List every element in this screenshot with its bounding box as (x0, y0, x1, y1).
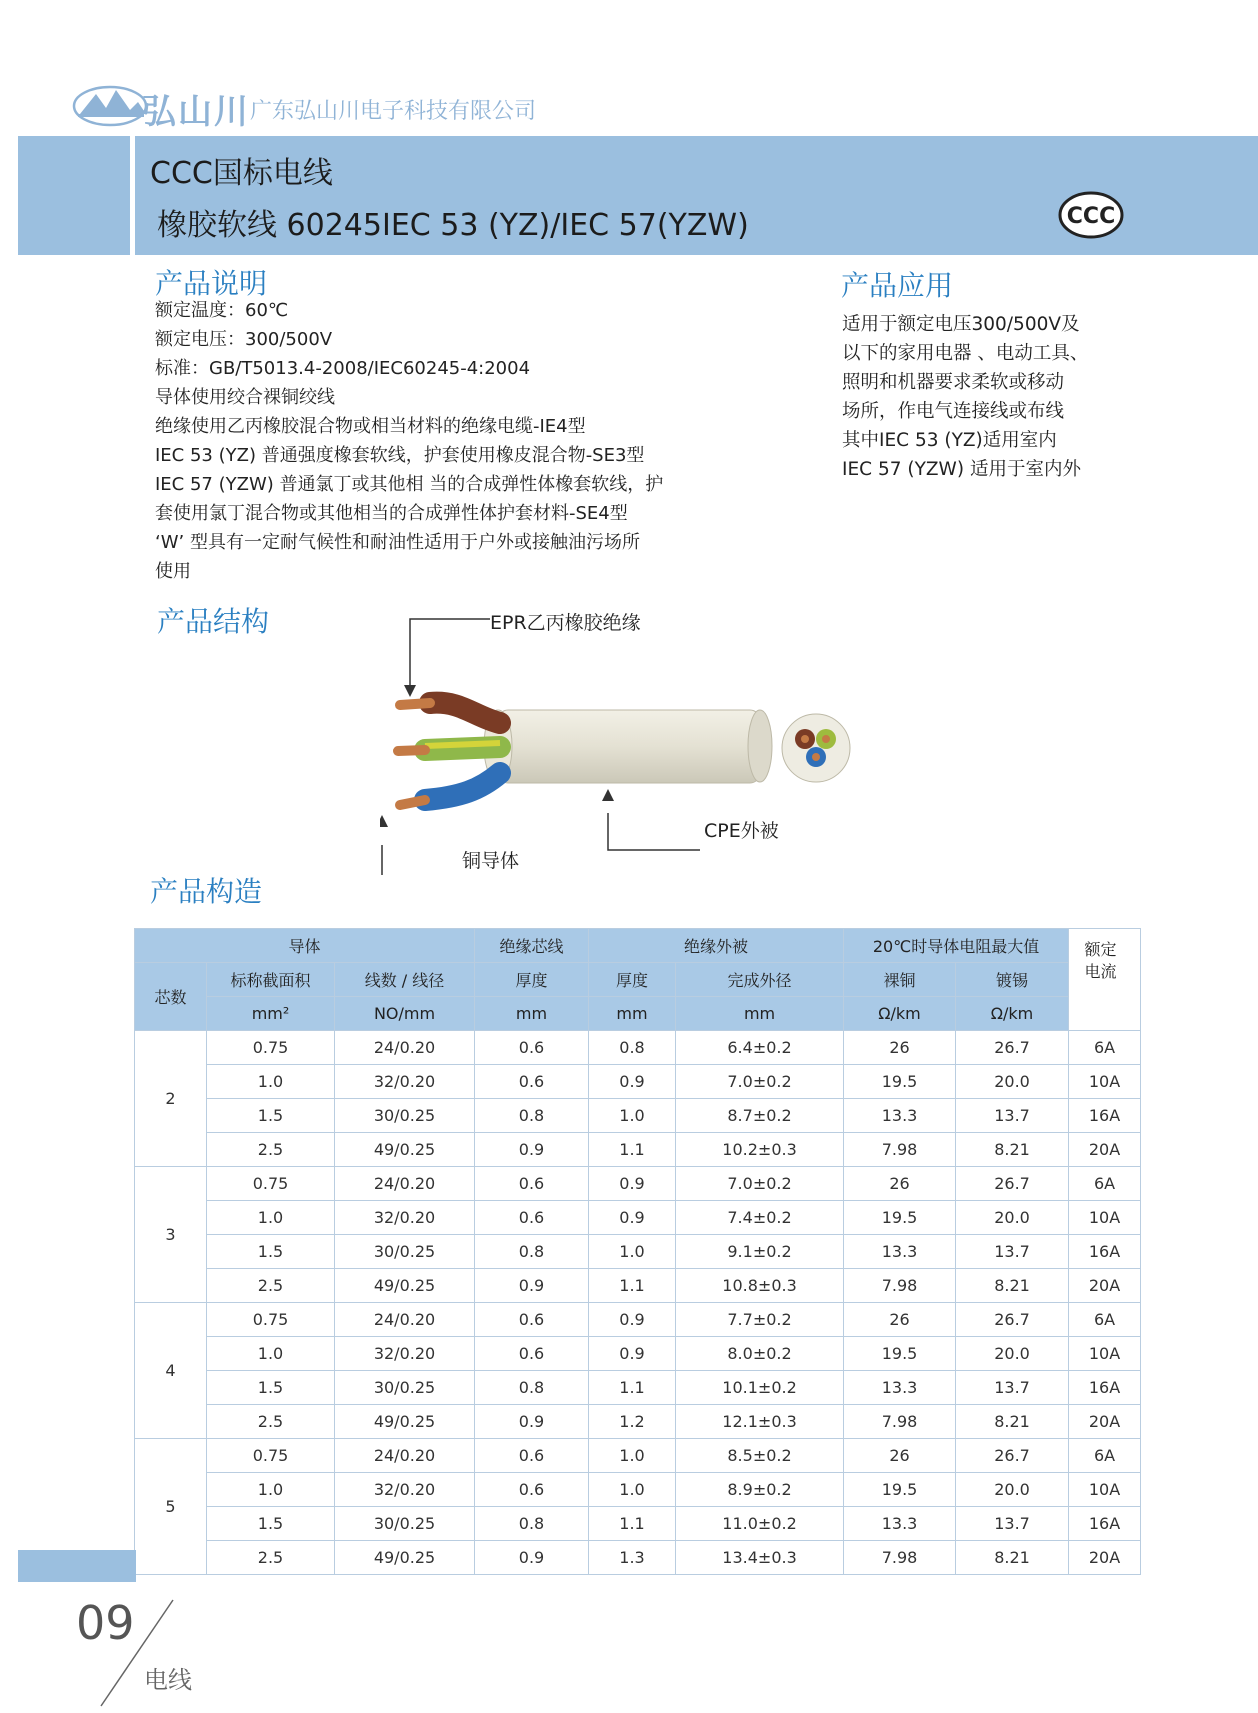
cell-cores: 5 (135, 1439, 207, 1575)
footer-band (18, 1550, 136, 1582)
cell-bare-copper: 19.5 (844, 1337, 956, 1371)
cell-cores: 3 (135, 1167, 207, 1303)
description-line: 额定电压：300/500V (155, 329, 333, 350)
cell-outer-diameter: 12.1±0.3 (676, 1405, 844, 1439)
cell-area: 1.0 (207, 1065, 335, 1099)
header-strands: 线数 / 线径 (335, 963, 475, 997)
description-line: ‘W’ 型具有一定耐气候性和耐油性适用于户外或接触油污场所 (155, 532, 640, 553)
cell-ins-thickness: 0.9 (475, 1405, 589, 1439)
cell-ins-thickness: 0.9 (475, 1133, 589, 1167)
cell-bare-copper: 26 (844, 1303, 956, 1337)
cell-tinned: 13.7 (956, 1099, 1069, 1133)
description-line: 额定温度：60℃ (155, 300, 289, 321)
cell-strands: 49/0.25 (335, 1133, 475, 1167)
epr-leader-line (410, 619, 490, 691)
cell-outer-diameter: 10.1±0.2 (676, 1371, 844, 1405)
header-rated-current-text: 额定电流 (1084, 940, 1117, 981)
application-text (842, 310, 1088, 484)
cell-rated-current: 6A (1069, 1439, 1141, 1473)
cell-area: 1.5 (207, 1371, 335, 1405)
cell-outer-diameter: 11.0±0.2 (676, 1507, 844, 1541)
cell-ins-thickness: 0.8 (475, 1235, 589, 1269)
cell-ins-thickness: 0.6 (475, 1201, 589, 1235)
table-row (135, 1269, 1141, 1303)
section-title-construction: 产品构造 (150, 875, 263, 908)
cell-area: 2.5 (207, 1541, 335, 1575)
cell-strands: 24/0.20 (335, 1303, 475, 1337)
cell-area: 1.5 (207, 1099, 335, 1133)
cell-rated-current: 10A (1069, 1201, 1141, 1235)
cell-rated-current: 10A (1069, 1473, 1141, 1507)
header-bare-copper: 裸铜 (844, 963, 956, 997)
company-name: 广东弘山川电子科技有限公司 (250, 99, 537, 124)
cell-ins-thickness: 0.6 (475, 1065, 589, 1099)
cell-rated-current: 20A (1069, 1405, 1141, 1439)
cell-cores: 4 (135, 1303, 207, 1439)
table-row (135, 1031, 1141, 1065)
blue-wire (425, 773, 500, 800)
cell-ins-thickness: 0.6 (475, 1439, 589, 1473)
cell-area: 0.75 (207, 1031, 335, 1065)
cell-area: 1.0 (207, 1337, 335, 1371)
unit-bare-copper: Ω/km (844, 997, 956, 1031)
application-line: 其中IEC 53 (YZ)适用室内 (842, 430, 1057, 451)
cell-area: 2.5 (207, 1269, 335, 1303)
page-number: 09 (76, 1596, 135, 1650)
product-category-title: CCC国标电线 (150, 156, 333, 191)
cell-strands: 24/0.20 (335, 1031, 475, 1065)
section-title-application: 产品应用 (841, 269, 954, 302)
cell-outer-diameter: 8.5±0.2 (676, 1439, 844, 1473)
cell-tinned: 26.7 (956, 1167, 1069, 1201)
cell-ins-thickness: 0.9 (475, 1269, 589, 1303)
application-line: 以下的家用电器 、电动工具、 (842, 343, 1089, 364)
cell-strands: 30/0.25 (335, 1099, 475, 1133)
spec-table-body (135, 1031, 1141, 1575)
cell-bare-copper: 7.98 (844, 1541, 956, 1575)
table-row (135, 1473, 1141, 1507)
header-cores: 芯数 (135, 963, 207, 1031)
table-row (135, 1405, 1141, 1439)
conductor-leader-line (382, 845, 460, 875)
section-title-description: 产品说明 (155, 267, 268, 300)
cell-tinned: 8.21 (956, 1541, 1069, 1575)
cell-sheath-thickness: 1.1 (589, 1507, 676, 1541)
sheath-end (748, 710, 772, 782)
application-line: 照明和机器要求柔软或移动 (842, 372, 1065, 393)
header-rated-current (1069, 929, 1141, 1031)
description-line: 导体使用绞合裸铜绞线 (155, 387, 335, 408)
cell-tinned: 26.7 (956, 1303, 1069, 1337)
cell-tinned: 20.0 (956, 1337, 1069, 1371)
cell-rated-current: 20A (1069, 1541, 1141, 1575)
ccc-certification-icon (1058, 190, 1124, 240)
cpe-sheath-body (498, 710, 760, 783)
cell-tinned: 8.21 (956, 1133, 1069, 1167)
yellow-green-wire-copper (398, 750, 425, 751)
header-sheath: 绝缘外被 (589, 929, 844, 963)
table-row (135, 1133, 1141, 1167)
cell-area: 0.75 (207, 1303, 335, 1337)
description-line: IEC 57 (YZW) 普通氯丁或其他相 当的合成弹性体橡套软线，护 (155, 474, 664, 495)
cell-rated-current: 16A (1069, 1371, 1141, 1405)
table-row (135, 1371, 1141, 1405)
cell-tinned: 20.0 (956, 1473, 1069, 1507)
cell-sheath-thickness: 0.8 (589, 1031, 676, 1065)
cell-tinned: 8.21 (956, 1405, 1069, 1439)
cable-structure-diagram (380, 605, 880, 875)
cell-outer-diameter: 7.0±0.2 (676, 1167, 844, 1201)
cell-tinned: 13.7 (956, 1235, 1069, 1269)
cell-tinned: 26.7 (956, 1031, 1069, 1065)
cell-sheath-thickness: 1.2 (589, 1405, 676, 1439)
unit-ins-thickness: mm (475, 997, 589, 1031)
cell-outer-diameter: 10.8±0.3 (676, 1269, 844, 1303)
title-divider (130, 136, 135, 255)
cell-outer-diameter: 10.2±0.3 (676, 1133, 844, 1167)
header-insulation-core: 绝缘芯线 (475, 929, 589, 963)
cell-area: 0.75 (207, 1167, 335, 1201)
cell-tinned: 20.0 (956, 1201, 1069, 1235)
cell-sheath-thickness: 1.0 (589, 1235, 676, 1269)
cell-bare-copper: 26 (844, 1031, 956, 1065)
description-text (155, 296, 663, 586)
cell-outer-diameter: 7.4±0.2 (676, 1201, 844, 1235)
unit-area: mm² (207, 997, 335, 1031)
cell-sheath-thickness: 1.1 (589, 1371, 676, 1405)
table-row (135, 1235, 1141, 1269)
header-resistance: 20℃时导体电阻最大值 (844, 929, 1069, 963)
cell-outer-diameter: 7.0±0.2 (676, 1065, 844, 1099)
table-row (135, 1507, 1141, 1541)
cell-strands: 32/0.20 (335, 1337, 475, 1371)
table-row (135, 1167, 1141, 1201)
application-line: 适用于额定电压300/500V及 (842, 314, 1080, 335)
cell-area: 2.5 (207, 1133, 335, 1167)
cell-sheath-thickness: 0.9 (589, 1167, 676, 1201)
cell-bare-copper: 19.5 (844, 1473, 956, 1507)
cell-sheath-thickness: 1.3 (589, 1541, 676, 1575)
cell-rated-current: 6A (1069, 1031, 1141, 1065)
cell-strands: 49/0.25 (335, 1541, 475, 1575)
cell-bare-copper: 13.3 (844, 1371, 956, 1405)
cell-bare-copper: 13.3 (844, 1099, 956, 1133)
header-outer-diameter: 完成外径 (676, 963, 844, 997)
unit-outer-diameter: mm (676, 997, 844, 1031)
ccc-mark-text: CCC (1066, 204, 1116, 229)
section-title-structure: 产品结构 (157, 605, 270, 638)
description-line: 使用 (155, 561, 191, 582)
cell-strands: 32/0.20 (335, 1065, 475, 1099)
cell-ins-thickness: 0.6 (475, 1473, 589, 1507)
cell-strands: 32/0.20 (335, 1201, 475, 1235)
brand-name: 弘山川 (142, 92, 250, 132)
header-conductor: 导体 (135, 929, 475, 963)
cell-area: 1.0 (207, 1201, 335, 1235)
cell-sheath-thickness: 1.0 (589, 1473, 676, 1507)
cell-sheath-thickness: 1.0 (589, 1099, 676, 1133)
cell-tinned: 13.7 (956, 1371, 1069, 1405)
cell-strands: 30/0.25 (335, 1371, 475, 1405)
cell-area: 2.5 (207, 1405, 335, 1439)
cell-ins-thickness: 0.8 (475, 1099, 589, 1133)
cell-bare-copper: 26 (844, 1439, 956, 1473)
cell-area: 1.5 (207, 1235, 335, 1269)
cell-outer-diameter: 8.7±0.2 (676, 1099, 844, 1133)
label-epr-insulation: EPR乙丙橡胶绝缘 (490, 612, 641, 634)
cell-rated-current: 6A (1069, 1303, 1141, 1337)
unit-tinned: Ω/km (956, 997, 1069, 1031)
label-cpe-sheath: CPE外被 (704, 820, 779, 842)
unit-strands: NO/mm (335, 997, 475, 1031)
header-tinned: 镀锡 (956, 963, 1069, 997)
cell-outer-diameter: 8.9±0.2 (676, 1473, 844, 1507)
product-model-title: 橡胶软线 60245IEC 53 (YZ)/IEC 57(YZW) (157, 208, 749, 243)
table-row (135, 1201, 1141, 1235)
cell-strands: 24/0.20 (335, 1167, 475, 1201)
cell-bare-copper: 7.98 (844, 1405, 956, 1439)
cell-area: 0.75 (207, 1439, 335, 1473)
cell-bare-copper: 26 (844, 1167, 956, 1201)
header-area: 标称截面积 (207, 963, 335, 997)
brown-wire-copper (400, 703, 430, 705)
table-row (135, 1099, 1141, 1133)
cell-rated-current: 6A (1069, 1167, 1141, 1201)
cell-outer-diameter: 7.7±0.2 (676, 1303, 844, 1337)
description-line: 套使用氯丁混合物或其他相当的合成弹性体护套材料-SE4型 (155, 503, 628, 524)
cell-ins-thickness: 0.6 (475, 1337, 589, 1371)
cell-outer-diameter: 8.0±0.2 (676, 1337, 844, 1371)
cell-ins-thickness: 0.9 (475, 1541, 589, 1575)
cell-strands: 30/0.25 (335, 1507, 475, 1541)
cell-sheath-thickness: 1.1 (589, 1269, 676, 1303)
cell-strands: 30/0.25 (335, 1235, 475, 1269)
cell-sheath-thickness: 1.1 (589, 1133, 676, 1167)
table-row (135, 1541, 1141, 1575)
table-header-unit-row (135, 997, 1141, 1031)
cell-rated-current: 20A (1069, 1269, 1141, 1303)
application-line: IEC 57 (YZW) 适用于室内外 (842, 459, 1081, 480)
cell-ins-thickness: 0.6 (475, 1031, 589, 1065)
cell-cores: 2 (135, 1031, 207, 1167)
cell-tinned: 26.7 (956, 1439, 1069, 1473)
cell-bare-copper: 19.5 (844, 1201, 956, 1235)
label-copper-conductor: 铜导体 (462, 850, 520, 872)
cell-strands: 24/0.20 (335, 1439, 475, 1473)
description-line: 绝缘使用乙丙橡胶混合物或相当材料的绝缘电缆-IE4型 (155, 416, 586, 437)
cell-bare-copper: 19.5 (844, 1065, 956, 1099)
cell-tinned: 8.21 (956, 1269, 1069, 1303)
cell-rated-current: 20A (1069, 1133, 1141, 1167)
cell-sheath-thickness: 0.9 (589, 1303, 676, 1337)
cell-tinned: 13.7 (956, 1507, 1069, 1541)
cell-sheath-thickness: 0.9 (589, 1337, 676, 1371)
cpe-leader-line (608, 813, 700, 850)
company-logo-icon (72, 84, 152, 128)
cell-area: 1.5 (207, 1507, 335, 1541)
cell-bare-copper: 13.3 (844, 1235, 956, 1269)
cell-ins-thickness: 0.8 (475, 1507, 589, 1541)
cell-sheath-thickness: 0.9 (589, 1065, 676, 1099)
cell-outer-diameter: 13.4±0.3 (676, 1541, 844, 1575)
cell-rated-current: 10A (1069, 1065, 1141, 1099)
cell-strands: 49/0.25 (335, 1405, 475, 1439)
spec-table (134, 928, 1141, 1575)
page-category: 电线 (144, 1666, 192, 1694)
cell-bare-copper: 13.3 (844, 1507, 956, 1541)
application-line: 场所，作电气连接线或布线 (842, 401, 1065, 422)
cell-strands: 32/0.20 (335, 1473, 475, 1507)
cell-ins-thickness: 0.6 (475, 1303, 589, 1337)
cell-ins-thickness: 0.6 (475, 1167, 589, 1201)
description-line: IEC 53 (YZ) 普通强度橡套软线，护套使用橡皮混合物-SE3型 (155, 445, 645, 466)
cell-sheath-thickness: 0.9 (589, 1201, 676, 1235)
cell-outer-diameter: 6.4±0.2 (676, 1031, 844, 1065)
cell-area: 1.0 (207, 1473, 335, 1507)
table-row (135, 1439, 1141, 1473)
cell-tinned: 20.0 (956, 1065, 1069, 1099)
cell-rated-current: 16A (1069, 1507, 1141, 1541)
cell-rated-current: 16A (1069, 1235, 1141, 1269)
unit-sheath-thickness: mm (589, 997, 676, 1031)
table-header-name-row (135, 963, 1141, 997)
cell-bare-copper: 7.98 (844, 1133, 956, 1167)
cell-rated-current: 10A (1069, 1337, 1141, 1371)
table-row (135, 1303, 1141, 1337)
blue-wire-copper (400, 800, 425, 805)
cell-rated-current: 16A (1069, 1099, 1141, 1133)
cell-strands: 49/0.25 (335, 1269, 475, 1303)
description-line: 标准：GB/T5013.4-2008/IEC60245-4:2004 (155, 358, 531, 379)
table-header-group-row (135, 929, 1141, 963)
cell-sheath-thickness: 1.0 (589, 1439, 676, 1473)
header-sheath-thickness: 厚度 (589, 963, 676, 997)
cell-ins-thickness: 0.8 (475, 1371, 589, 1405)
table-row (135, 1065, 1141, 1099)
cell-outer-diameter: 9.1±0.2 (676, 1235, 844, 1269)
cell-bare-copper: 7.98 (844, 1269, 956, 1303)
header-ins-thickness: 厚度 (475, 963, 589, 997)
brown-wire (430, 703, 500, 723)
table-row (135, 1337, 1141, 1371)
